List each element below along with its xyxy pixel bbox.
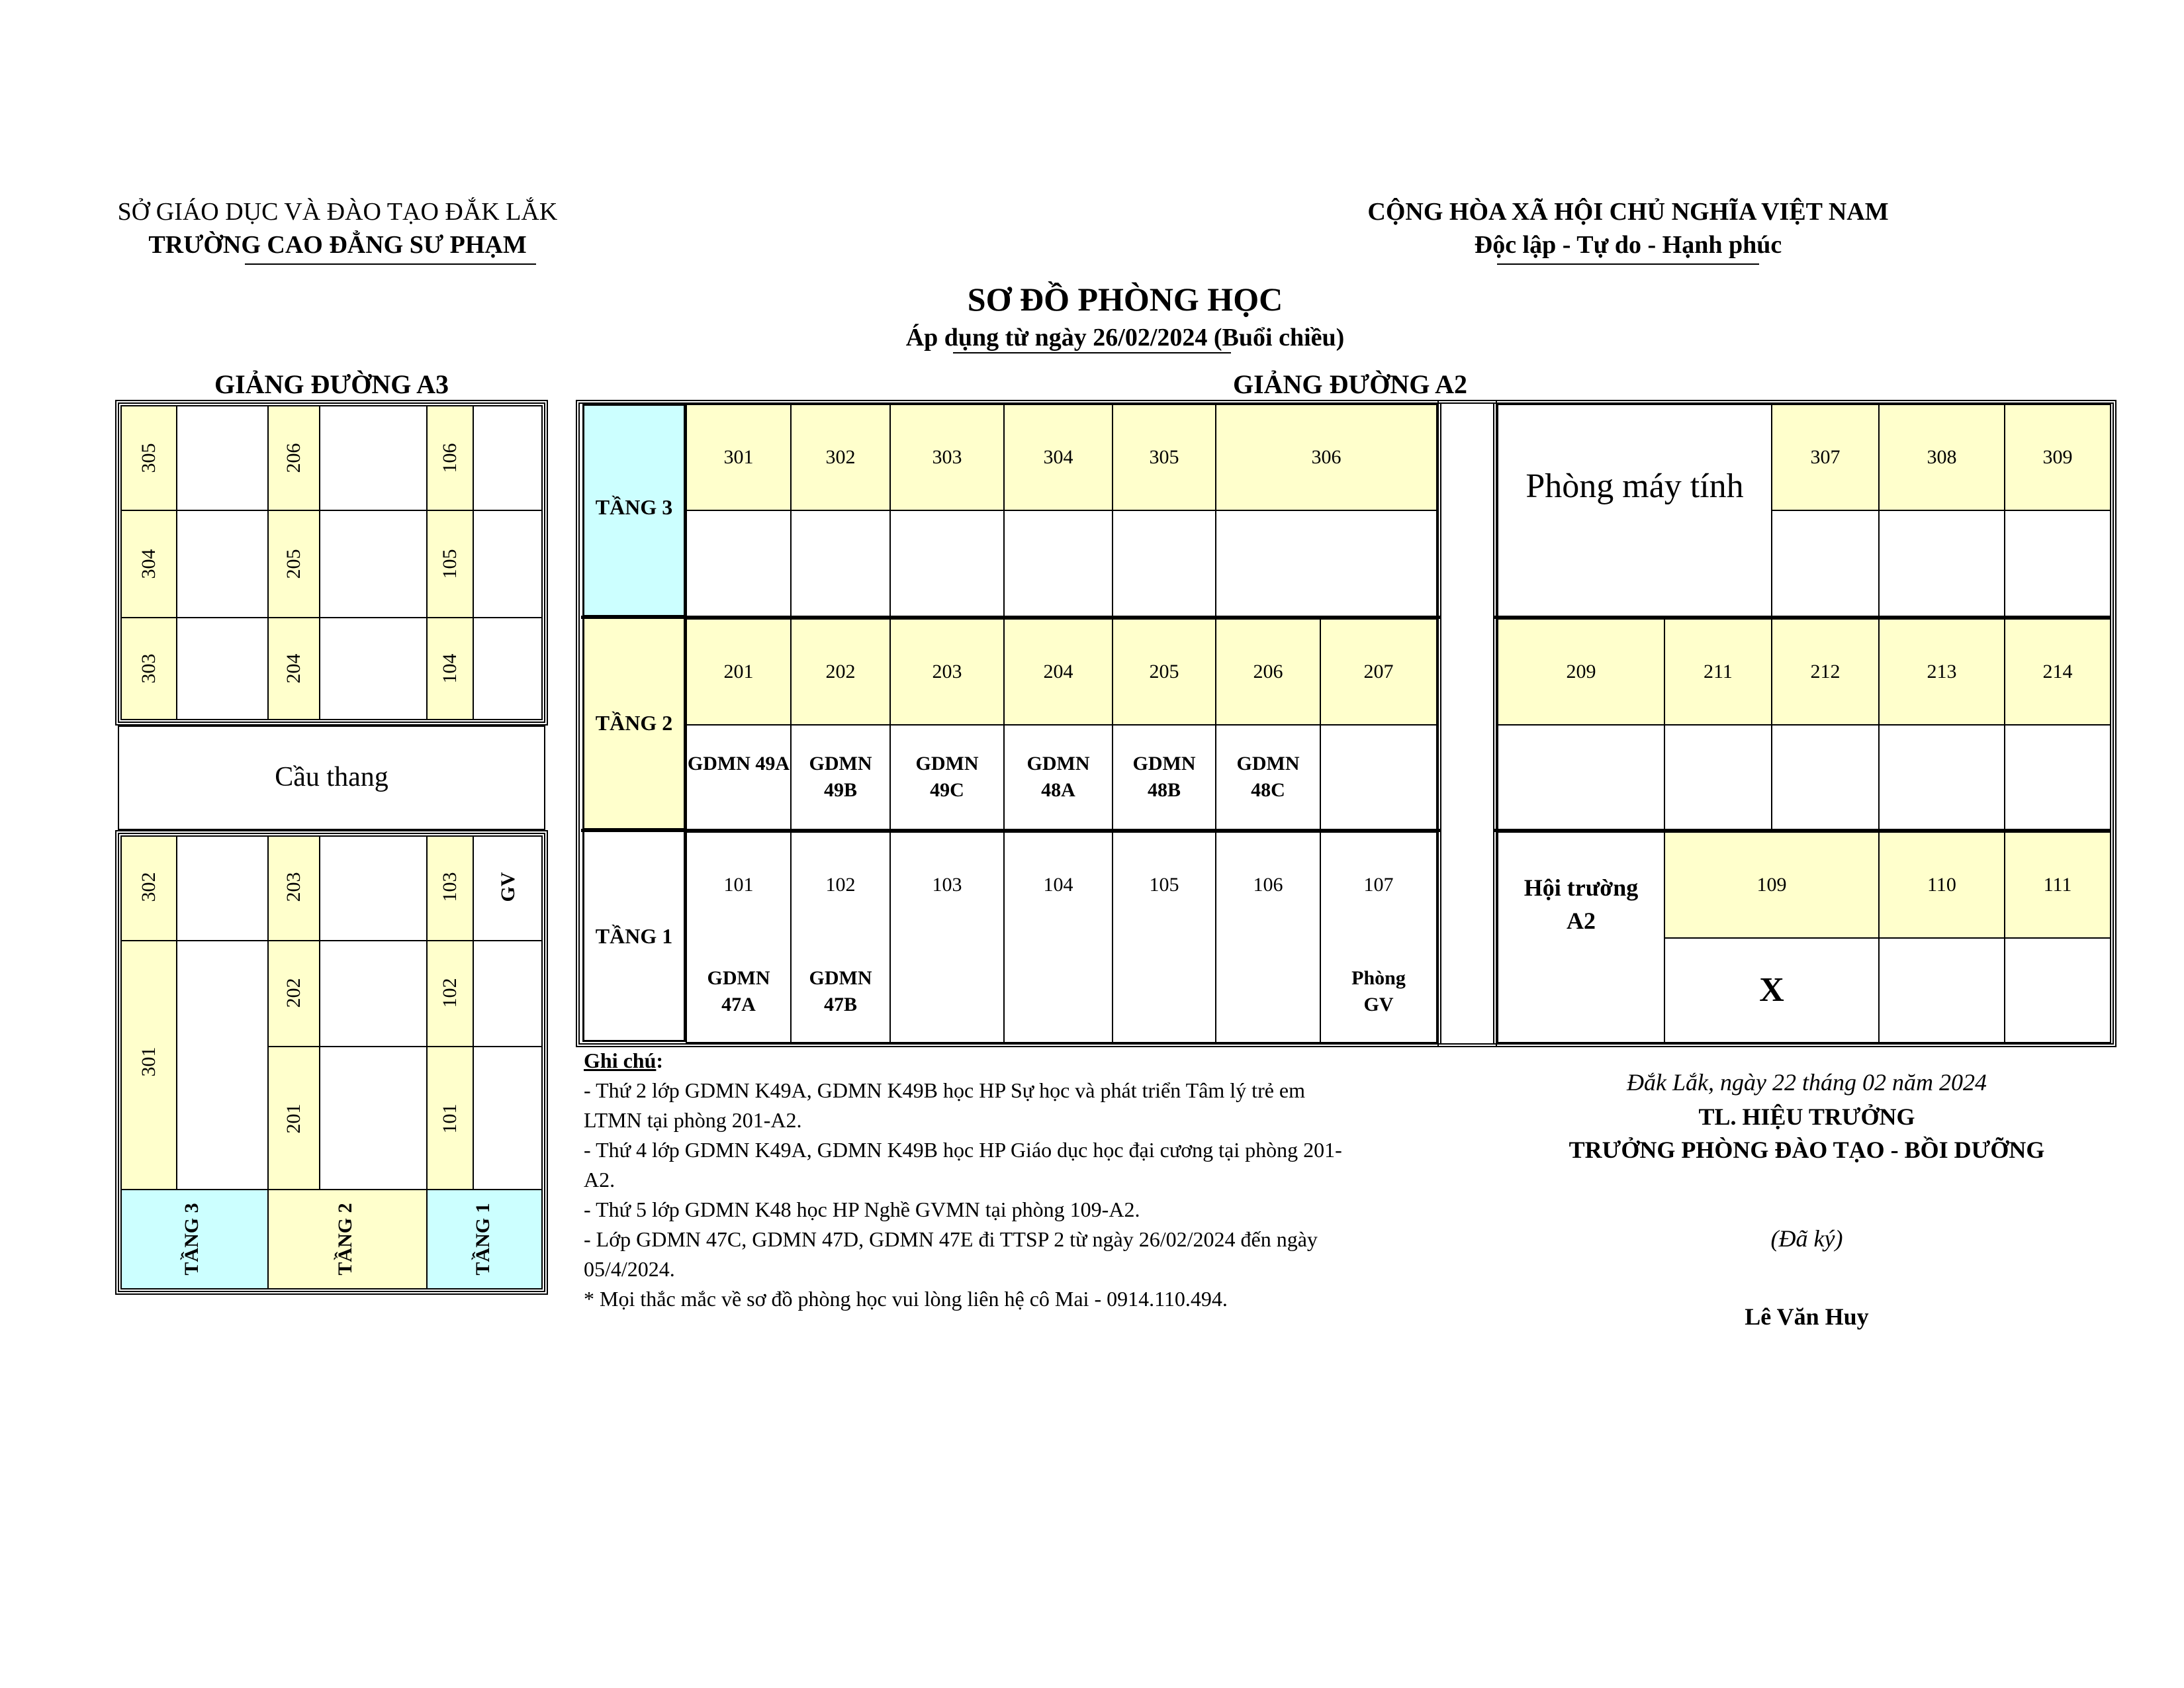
a2-room-109-mark: X — [1759, 971, 1784, 1009]
a2-room-207-body — [1320, 724, 1437, 830]
a2-computer-lab-label: Phòng máy tính — [1525, 467, 1744, 505]
a3-room-302-space — [176, 835, 269, 941]
notes — [584, 1046, 1444, 1314]
a2-computer-lab — [1497, 404, 1772, 617]
republic-name: CỘNG HÒA XÃ HỘI CHỦ NGHĨA VIỆT NAM — [1367, 198, 1889, 226]
a2-room-209-label: 209 — [1566, 661, 1596, 682]
a2-class-204: GDMN 48A — [1026, 753, 1090, 801]
a2-room-305-label: 305 — [1149, 446, 1179, 468]
school-name: TRƯỜNG CAO ĐẲNG SƯ PHẠM — [148, 231, 527, 259]
a3-room-305-label: 305 — [138, 443, 159, 473]
a2-room-307-label: 307 — [1810, 446, 1841, 468]
a2-room-308-label: 308 — [1927, 446, 1957, 468]
a2-class-107: Phòng GV — [1351, 967, 1406, 1015]
a3-room-106-space — [473, 405, 543, 511]
a3-room-303-label: 303 — [138, 653, 159, 684]
a2-room-110-label: 110 — [1927, 874, 1956, 896]
subtitle-underline — [953, 352, 1231, 353]
a2-title: GIẢNG ĐƯỜNG A2 — [1232, 369, 1468, 399]
a3-room-203-label: 203 — [283, 872, 304, 902]
a2-room-205-label: 205 — [1149, 661, 1179, 682]
a2-room-203-label: 203 — [932, 661, 962, 682]
a3-stairs-label: Cầu thang — [275, 762, 388, 792]
a2-room-211-label: 211 — [1704, 661, 1733, 682]
a3-room-105-label: 105 — [439, 549, 461, 579]
a2-class-201: GDMN 49A — [687, 753, 790, 774]
a2-room-301-label: 301 — [723, 446, 754, 468]
a2-hall — [1497, 831, 1665, 1043]
a2-room-206-label: 206 — [1253, 661, 1283, 682]
a2-room-111-body — [2004, 937, 2111, 1043]
a2-room-213-label: 213 — [1927, 661, 1957, 682]
a2-room-111-label: 111 — [2043, 874, 2072, 896]
a3-room-106-label: 106 — [439, 443, 461, 473]
agency-name: SỞ GIÁO DỤC VÀ ĐÀO TẠO ĐẮK LẮK — [117, 198, 558, 226]
a3-room-202-space — [319, 940, 428, 1047]
note-line: - Thứ 5 lớp GDMN K48 học HP Nghề GVMN tại phòng 109-A2. — [584, 1197, 1140, 1221]
a2-room-303-label: 303 — [932, 446, 962, 468]
a3-room-301-label: 301 — [138, 1047, 159, 1077]
sign-place-date: Đắk Lắk, ngày 22 tháng 02 năm 2024 — [1627, 1069, 1987, 1096]
a2-class-102: GDMN 47B — [809, 967, 872, 1015]
a2-room-105-label: 105 — [1149, 874, 1179, 896]
a3-room-203-space — [319, 835, 428, 941]
a2-hall-label: Hội trường A2 — [1524, 874, 1639, 934]
a2-class-206: GDMN 48C — [1236, 753, 1300, 801]
a2-room-301-body — [686, 510, 792, 617]
a2-room-304-body — [1003, 510, 1113, 617]
page-subtitle: Áp dụng từ ngày 26/02/2024 (Buổi chiều) — [905, 324, 1345, 352]
a2-floor-1-label: TẦNG 1 — [595, 924, 673, 948]
a3-room-302-label: 302 — [138, 872, 159, 902]
a2-room-202-label: 202 — [825, 661, 856, 682]
a3-room-303-space — [176, 617, 269, 720]
a3-room-304-space — [176, 510, 269, 618]
a2-class-203: GDMN 49C — [915, 753, 979, 801]
a2-room-214-body — [2004, 724, 2111, 830]
a2-room-106-label: 106 — [1253, 874, 1283, 896]
a2-class-202: GDMN 49B — [809, 753, 872, 801]
a2-floor-2-label: TẦNG 2 — [595, 711, 673, 735]
a2-room-302-body — [790, 510, 891, 617]
school-underline — [245, 263, 536, 265]
a2-room-101-label: 101 — [723, 874, 754, 896]
a3-room-205-space — [319, 510, 428, 618]
a3-room-304-label: 304 — [138, 549, 159, 579]
a3-room-206-label: 206 — [283, 443, 304, 473]
a3-room-201-space — [319, 1046, 428, 1190]
a2-room-102-label: 102 — [825, 874, 856, 896]
a2-class-101: GDMN 47A — [707, 967, 770, 1015]
a3-floor-2-label: TẦNG 2 — [334, 1203, 356, 1276]
a3-room-201-label: 201 — [283, 1103, 304, 1134]
a2-room-307-body — [1771, 510, 1880, 617]
notes-heading: Ghi chú: — [584, 1049, 664, 1072]
note-line: - Thứ 2 lớp GDMN K49A, GDMN K49B học HP Sự học và phát triển Tâm lý trẻ em — [584, 1078, 1306, 1102]
a2-room-306-label: 306 — [1311, 446, 1342, 468]
a2-room-207-label: 207 — [1363, 661, 1394, 682]
a2-room-209-body — [1497, 724, 1665, 830]
a2-floor-3-label: TẦNG 3 — [595, 495, 673, 519]
a2-room-309-body — [2004, 510, 2111, 617]
a3-room-305-space — [176, 405, 269, 511]
a3-title: GIẢNG ĐƯỜNG A3 — [214, 369, 449, 399]
a2-room-304-label: 304 — [1043, 446, 1073, 468]
a3-gv-label: GV — [497, 872, 519, 902]
a3-floor-3-label: TẦNG 3 — [181, 1203, 203, 1276]
a2-class-205: GDMN 48B — [1132, 753, 1196, 801]
a2-room-308-body — [1878, 510, 2005, 617]
a2-room-309-label: 309 — [2042, 446, 2073, 468]
motto-underline — [1497, 263, 1759, 265]
a2-room-305-body — [1112, 510, 1216, 617]
a3-room-205-label: 205 — [283, 549, 304, 579]
sign-role-1: TL. HIỆU TRƯỞNG — [1698, 1103, 1915, 1130]
a3-room-104-space — [473, 617, 543, 720]
a3-room-101-space — [473, 1046, 543, 1190]
a2-room-110-body — [1878, 937, 2005, 1043]
note-line: A2. — [584, 1168, 615, 1192]
a2-room-302-label: 302 — [825, 446, 856, 468]
a2-room-104-label: 104 — [1043, 874, 1073, 896]
a2-room-213-body — [1878, 724, 2005, 830]
a3-room-202-label: 202 — [283, 978, 304, 1008]
a3-room-105-space — [473, 510, 543, 618]
a2-room-201-label: 201 — [723, 661, 754, 682]
a2-room-109-label: 109 — [1756, 874, 1787, 896]
note-line: LTMN tại phòng 201-A2. — [584, 1108, 802, 1132]
a3-room-104-label: 104 — [439, 653, 461, 684]
sign-signed: (Đã ký) — [1770, 1225, 1843, 1252]
a3-room-206-space — [319, 405, 428, 511]
a2-room-214-label: 214 — [2042, 661, 2073, 682]
a3-room-102-space — [473, 940, 543, 1047]
a3-room-204-space — [319, 617, 428, 720]
a2-room-201-body — [686, 724, 792, 830]
a2-corridor — [1437, 400, 1497, 1047]
a2-room-306-body — [1215, 510, 1437, 617]
motto: Độc lập - Tự do - Hạnh phúc — [1474, 231, 1782, 259]
a3-room-301-space — [176, 940, 269, 1190]
a2-room-212-label: 212 — [1810, 661, 1841, 682]
a2-room-303-body — [889, 510, 1005, 617]
a3-room-102-label: 102 — [439, 978, 461, 1008]
note-line: * Mọi thắc mắc về sơ đồ phòng học vui lòng liên hệ cô Mai - 0914.110.494. — [584, 1287, 1228, 1311]
sign-name: Lê Văn Huy — [1745, 1303, 1869, 1330]
a3-room-204-label: 204 — [283, 653, 304, 684]
note-line: 05/4/2024. — [584, 1257, 675, 1281]
a2-room-204-label: 204 — [1043, 661, 1073, 682]
note-line: - Lớp GDMN 47C, GDMN 47D, GDMN 47E đi TTSP 2 từ ngày 26/02/2024 đến ngày — [584, 1227, 1318, 1251]
a3-room-103-label: 103 — [439, 872, 461, 902]
page-title: SƠ ĐỒ PHÒNG HỌC — [967, 281, 1283, 318]
a3-room-101-label: 101 — [439, 1103, 461, 1134]
a2-room-211-body — [1664, 724, 1772, 830]
a2-room-107-label: 107 — [1363, 874, 1394, 896]
a2-room-103-label: 103 — [932, 874, 962, 896]
note-line: - Thứ 4 lớp GDMN K49A, GDMN K49B học HP Giáo dục học đại cương tại phòng 201- — [584, 1138, 1342, 1162]
sign-role-2: TRƯỞNG PHÒNG ĐÀO TẠO - BỒI DƯỠNG — [1569, 1137, 2045, 1163]
a3-floor-1-label: TẦNG 1 — [472, 1203, 494, 1276]
a2-room-212-body — [1771, 724, 1880, 830]
